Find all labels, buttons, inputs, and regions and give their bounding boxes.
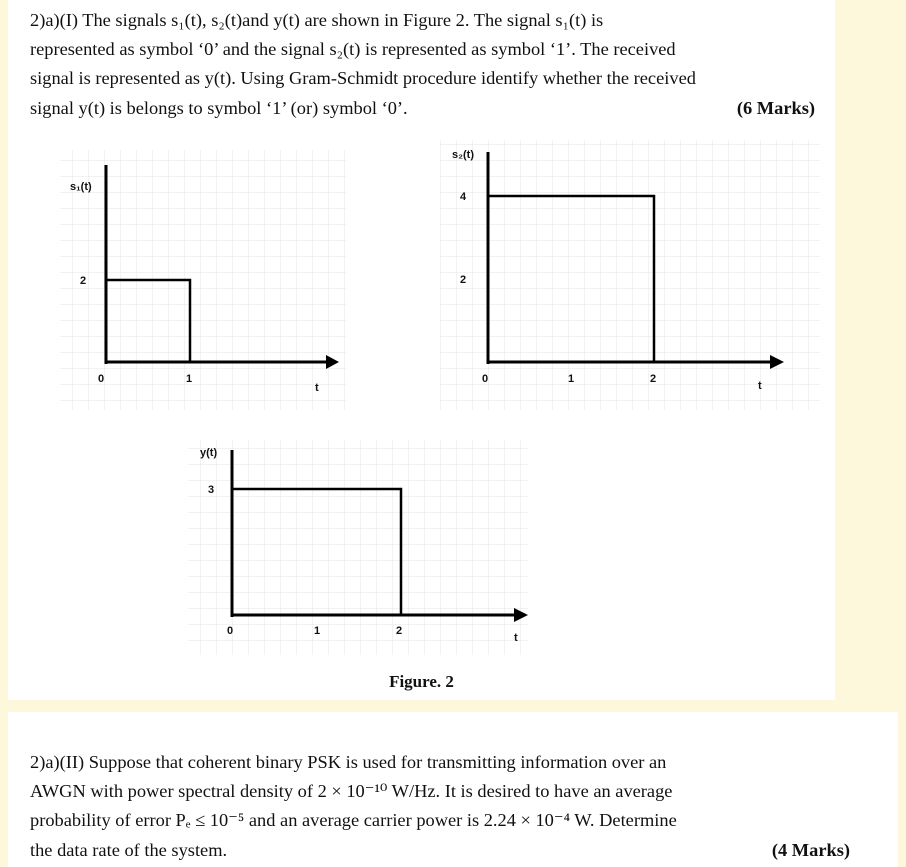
plot-s2-xtick: 2 [650, 373, 657, 385]
plot-s2 [440, 140, 820, 410]
question-1-line: represented as symbol ‘0’ and the signal s₂(t) is represented as symbol ‘1’. The received [30, 39, 676, 60]
plot-y-xtick: 2 [396, 625, 403, 637]
plot-y-xlabel: t [514, 632, 518, 644]
question-2-line: 2)a)(II) Suppose that coherent binary PSK is used for transmitting information over an [30, 752, 667, 772]
question-2-marks: (4 Marks) [771, 839, 850, 860]
question-2-line: the data rate of the system. [30, 839, 228, 860]
plot-s2-xlabel: t [758, 380, 762, 392]
plot-s1 [60, 150, 346, 410]
plot-y [188, 440, 528, 655]
question-2-line: probability of error Pₑ ≤ 10⁻⁵ and an average carrier power is 2.24 × 10⁻⁴ W. Determine [30, 810, 677, 831]
plot-y-ytick: 3 [208, 484, 215, 496]
plot-s1-xtick: 1 [186, 373, 193, 385]
plot-s1-xlabel: t [315, 382, 319, 394]
plot-s1-ylabel: s₁(t) [70, 181, 92, 193]
question-2-last-line [30, 836, 868, 865]
plot-s2-ytick: 4 [460, 191, 467, 203]
plot-s1-xtick: 0 [98, 373, 105, 385]
plot-s1-ytick: 2 [80, 275, 87, 287]
plot-y-xtick: 1 [314, 625, 321, 637]
plot-s2-ytick: 2 [460, 274, 467, 286]
plot-s1-grid [60, 150, 346, 410]
question-2-text [30, 748, 868, 865]
figure-caption: Figure. 2 [389, 672, 454, 691]
plot-y-grid [188, 440, 528, 655]
question-1-line: 2)a)(I) The signals s₁(t), s₂(t)and y(t) are shown in Figure 2. The signal s₁(t) is [30, 10, 604, 30]
question-1-line: signal is represented as y(t). Using Gram-Schmidt procedure identify whether the received [30, 68, 696, 89]
figure-2 [8, 0, 835, 660]
question-1-panel [8, 0, 835, 700]
question-1-line: signal y(t) is belongs to symbol ‘1’ (or) symbol ‘0’. [30, 97, 408, 118]
question-2-line: AWGN with power spectral density of 2 × 10⁻¹⁰ W/Hz. It is desired to have an average [30, 781, 673, 802]
plot-s2-xtick: 0 [482, 373, 489, 385]
plot-s2-xtick: 1 [568, 373, 575, 385]
plot-y-xtick: 0 [227, 625, 234, 637]
plot-s2-ylabel: s₂(t) [452, 149, 474, 161]
question-2-panel [8, 712, 898, 867]
plot-y-ylabel: y(t) [200, 447, 218, 459]
plot-s2-grid [440, 140, 820, 410]
question-1-marks: (6 Marks) [736, 97, 815, 118]
